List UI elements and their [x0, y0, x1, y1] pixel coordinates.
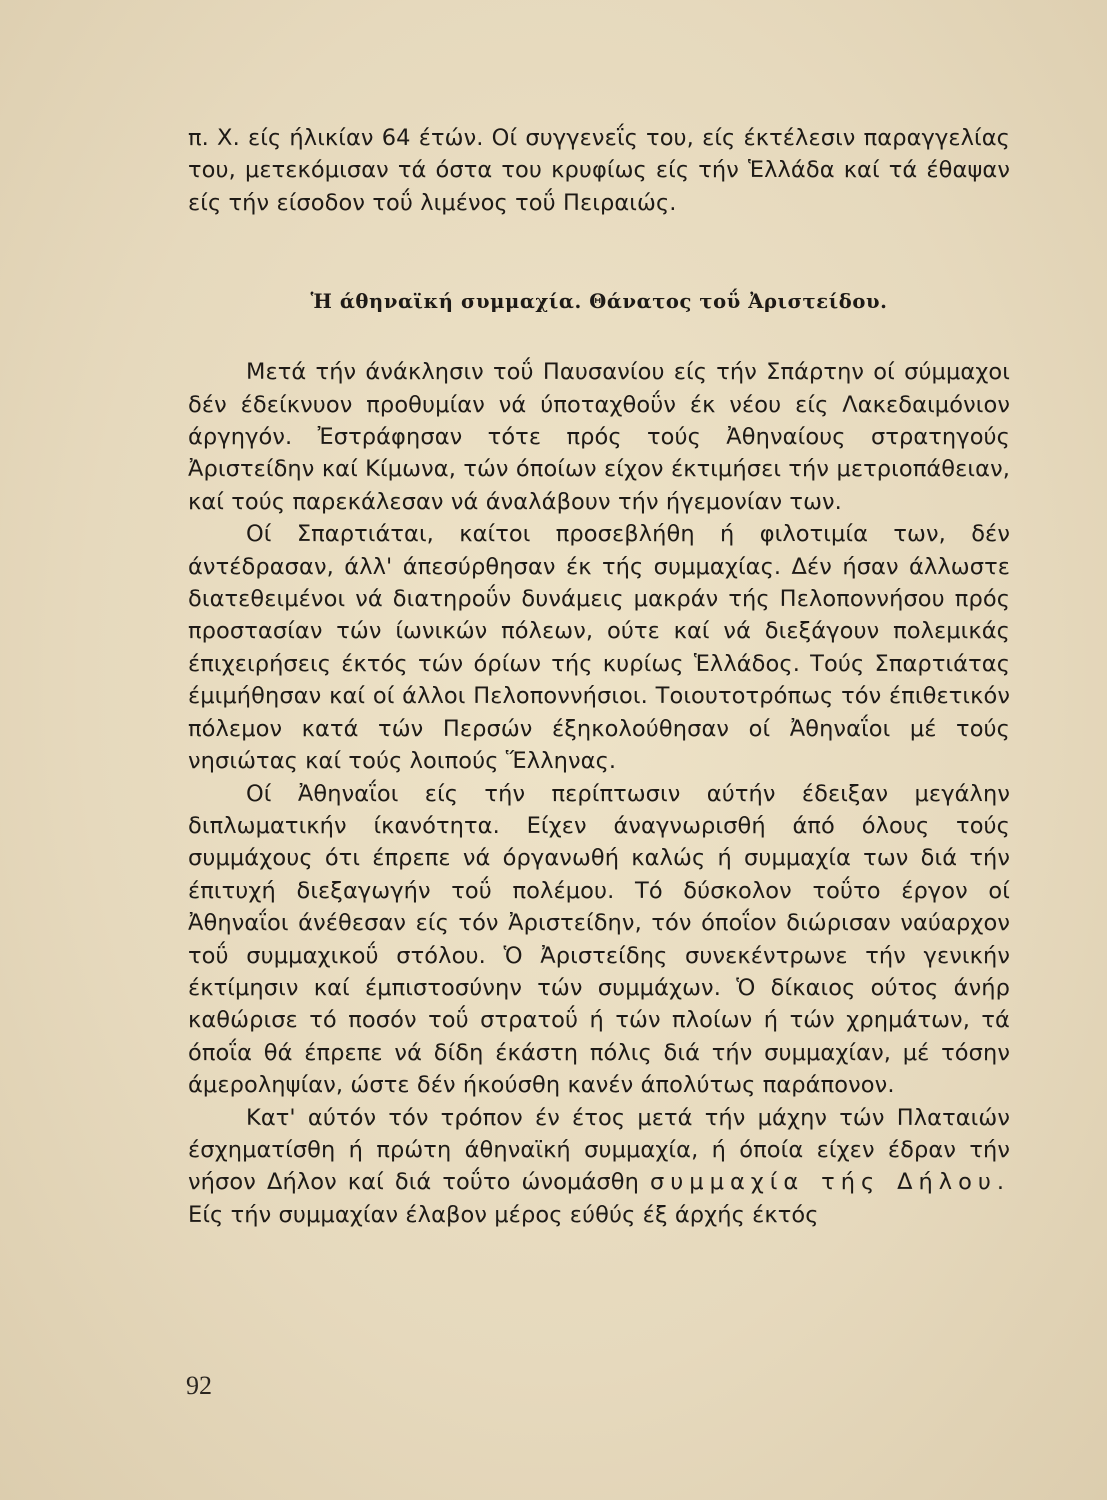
- paragraph: Οί Ἀθηναΐοι είς τήν περίπτωσιν αύτήν έδειξαν μεγάλην διπλωματικήν ίκανότητα. Είχεν άναγνωρισθή άπό όλους τούς συμμάχους ότι έπρεπε νά όργανωθή καλώς ή συμμαχία των διά τήν έπιτυχή διεξαγωγήν τοΰ πολέμου. Τό δύσκολον τοΰτο έργον οί Ἀθηναΐοι άνέθεσαν είς τόν Ἀριστείδην, τόν όποΐον διώρισαν ναύαρχον τοΰ συμμαχικοΰ στόλου. Ὁ Ἀριστείδης συνεκέντρωνε τήν γενικήν έκτίμησιν καί έμπιστοσύνην τών συμμάχων. Ὁ δίκαιος ούτος άνήρ καθώρισε τό ποσόν τοΰ στρατοΰ ή τών πλοίων ή τών χρημάτων, τά όποΐα θά έπρεπε νά δίδη έκάστη πόλις διά τήν συμμαχίαν, μέ τόσην άμεροληψίαν, ώστε δέν ήκούσθη κανέν άπολύτως παράπονον.: [188, 780, 1010, 1099]
- paragraph: Μετά τήν άνάκλησιν τοΰ Παυσανίου είς τήν Σπάρτην οί σύμμαχοι δέν έδείκνυον προθυμίαν νά ύποταχθοΰν έκ νέου είς Λακεδαιμόνιον άργηγόν. Ἐστράφησαν τότε πρός τούς Ἀθηναίους στρατηγούς Ἀριστείδην καί Κίμωνα, τών όποίων είχον έκτιμήσει τήν μετριοπάθειαν, καί τούς παρεκάλεσαν νά άναλάβουν τήν ήγεμονίαν των.: [188, 359, 1010, 515]
- emphasized-term: συμμαχία τής Δήλου.: [650, 1169, 1011, 1196]
- closing-paragraph: [188, 1102, 1010, 1232]
- closing-text-after: Είς τήν συμμαχίαν έλαβον μέρος εύθύς έξ άρχής έκτός: [188, 1201, 819, 1228]
- closing-text-before: Κατ' αύτόν τόν τρόπον έν έτος μετά τήν μάχην τών Πλαταιών έσχηματίσθη ή πρώτη άθηναϊκή συμμαχία, ή όποία είχεν έδραν τήν νήσον Δήλον καί διά τοΰτο ώνομάσθη: [188, 1104, 1010, 1196]
- body-text: [188, 122, 1010, 1231]
- page-number: 92: [186, 1371, 212, 1400]
- section-heading: Ἡ άθηναϊκή συμμαχία. Θάνατος τοΰ Ἀριστείδου.: [310, 290, 888, 314]
- paragraph: Οί Σπαρτιάται, καίτοι προσεβλήθη ή φιλοτιμία των, δέν άντέδρασαν, άλλ' άπεσύρθησαν έκ τής συμμαχίας. Δέν ήσαν άλλωστε διατεθειμένοι νά διατηροΰν δυνάμεις μακράν τής Πελοποννήσου πρός προστασίαν τών ίωνικών πόλεων, ούτε καί νά διεξάγουν πολεμικάς έπιχειρήσεις έκτός τών όρίων τής κυρίως Ἑλλάδος. Τούς Σπαρτιάτας έμιμήθησαν καί οί άλλοι Πελοποννήσιοι. Τοιουτοτρόπως τόν έπιθετικόν πόλεμον κατά τών Περσών έξηκολούθησαν οί Ἀθηναΐοι μέ τούς νησιώτας καί τούς λοιπούς Ἕλληνας.: [188, 521, 1010, 775]
- opening-paragraph: π. Χ. είς ήλικίαν 64 έτών. Οί συγγενεΐς του, είς έκτέλεσιν παραγγελίας του, μετεκόμισαν τά όστα του κρυφίως είς τήν Ἑλλάδα καί τά έθαψαν είς τήν είσοδον τοΰ λιμένος τοΰ Πειραιώς.: [188, 125, 1010, 216]
